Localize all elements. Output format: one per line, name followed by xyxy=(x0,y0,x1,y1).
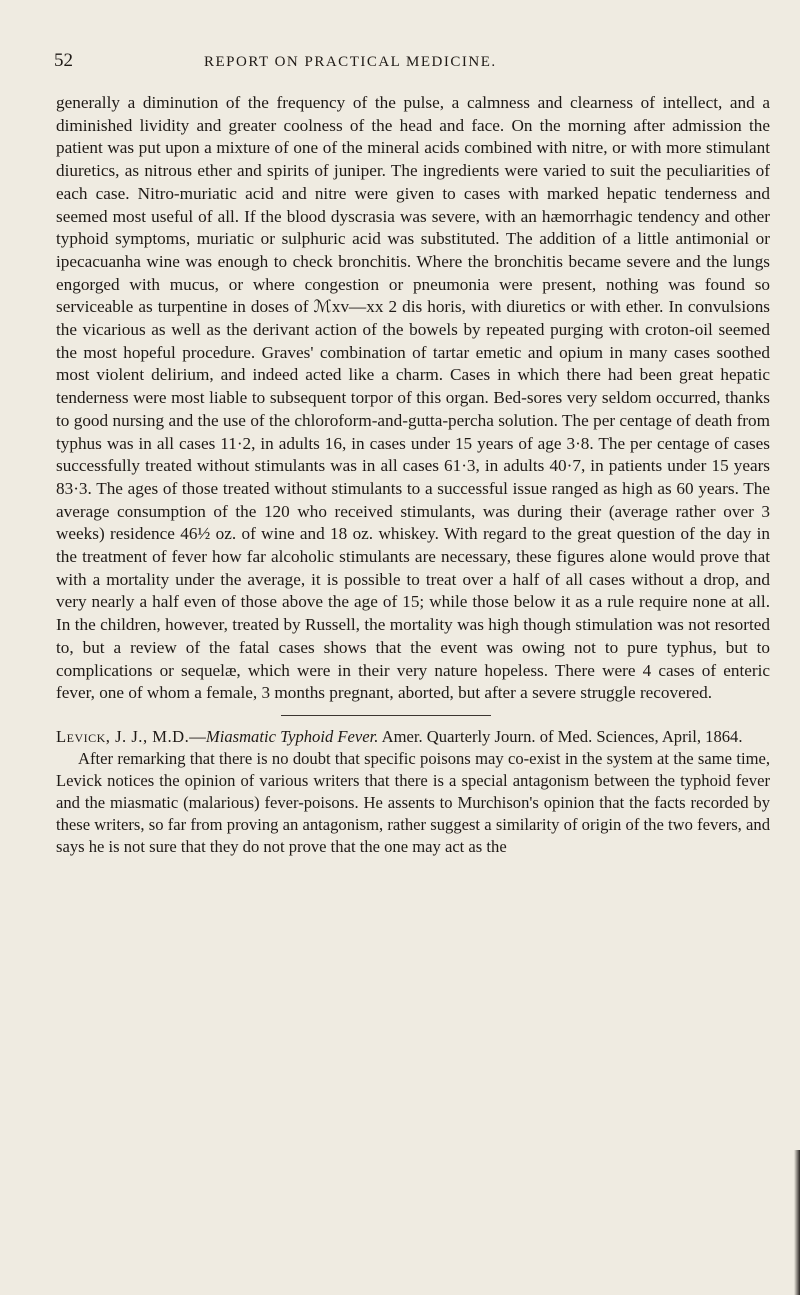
reference-citation: Amer. Quarterly Journ. of Med. Sciences, April, 1864. xyxy=(378,726,743,746)
page-number: 52 xyxy=(54,50,73,71)
page-header xyxy=(56,50,770,92)
reference-title: Miasmatic Typhoid Fever. xyxy=(205,726,379,746)
body-paragraph: generally a diminution of the frequency of the pulse, a calmness and clearness of intellect, and a diminished lividity and greater coolness of the head and face. On the morning after admission the patient was put upon a mixture of one of the mineral acids combined with nitre, or with more stimulant diuretics, as nitrous ether and spirits of juniper. The ingredients were varied to suit the peculiarities of each case. Nitro-muriatic acid and nitre were given to cases with marked hepatic tenderness and seemed most useful of all. If the blood dyscrasia was severe, with an hæmorrhagic tendency and other typhoid symptoms, muriatic or sulphuric acid was substituted. The addition of a little antimonial or ipecacuanha wine was enough to check bronchitis. Where the bronchitis became severe and the lungs engorged with mucus, or where congestion or pneumonia were present, nothing was found so serviceable as turpentine in doses of ℳxv—xx 2 dis horis, with diuretics or with ether. In convulsions the vicarious as well as the derivant action of the bowels by repeated purging with croton-oil seemed the most hopeful procedure. Graves' combination of tartar emetic and opium in many cases soothed most violent delirium, and indeed acted like a charm. Cases in which there had been great hepatic tenderness were most liable to subsequent torpor of this organ. Bed-sores very seldom occurred, thanks to good nursing and the use of the chloroform-and-gutta-percha solution. The per centage of death from typhus was in all cases 11·2, in adults 16, in cases under 15 years of age 3·8. The per centage of cases successfully treated without stimulants was in all cases 61·3, in adults 40·7, in patients under 15 years 83·3. The ages of those treated without stimulants to a successful issue ranged as high as 60 years. The average consumption of the 120 who received stimulants, was during their (average rather over 3 weeks) residence 46½ oz. of wine and 18 oz. whiskey. With regard to the great question of the day in the treatment of fever how far alcoholic stimulants are necessary, these figures alone would prove that with a mortality under the average, it is possible to treat over a half of all cases without a drop, and very nearly a half even of those above the age of 15; while those below it as a rule require none at all. In the children, however, treated by Russell, the mortality was high though stimulation was not resorted to, but a review of the fatal cases shows that the event was owing not to pure typhus, but to complications or sequelæ, which were in their very nature hopeless. There were 4 cases of enteric fever, one of whom a female, 3 months pregnant, aborted, but after a severe struggle recovered. xyxy=(56,93,770,703)
reference-entry xyxy=(56,726,770,858)
reference-heading xyxy=(56,726,770,748)
reference-paragraph: After remarking that there is no doubt that specific poisons may co-exist in the system at the same time, Levick notices the opinion of various writers that there is a special antagonism between the typhoid fever and the miasmatic (malarious) fever-poisons. He assents to Murchison's opinion that the facts recorded by these writers, so far from proving an antagonism, rather suggest a similarity of origin of the two fevers, and says he is not sure that they do not prove that the one may act as the xyxy=(56,748,770,856)
reference-author: Levick, J. J., M.D. xyxy=(56,726,190,746)
reference-separator: — xyxy=(189,726,206,746)
page-edge-shadow xyxy=(794,1150,800,1295)
section-divider xyxy=(281,715,491,716)
running-head: REPORT ON PRACTICAL MEDICINE. xyxy=(204,54,497,70)
